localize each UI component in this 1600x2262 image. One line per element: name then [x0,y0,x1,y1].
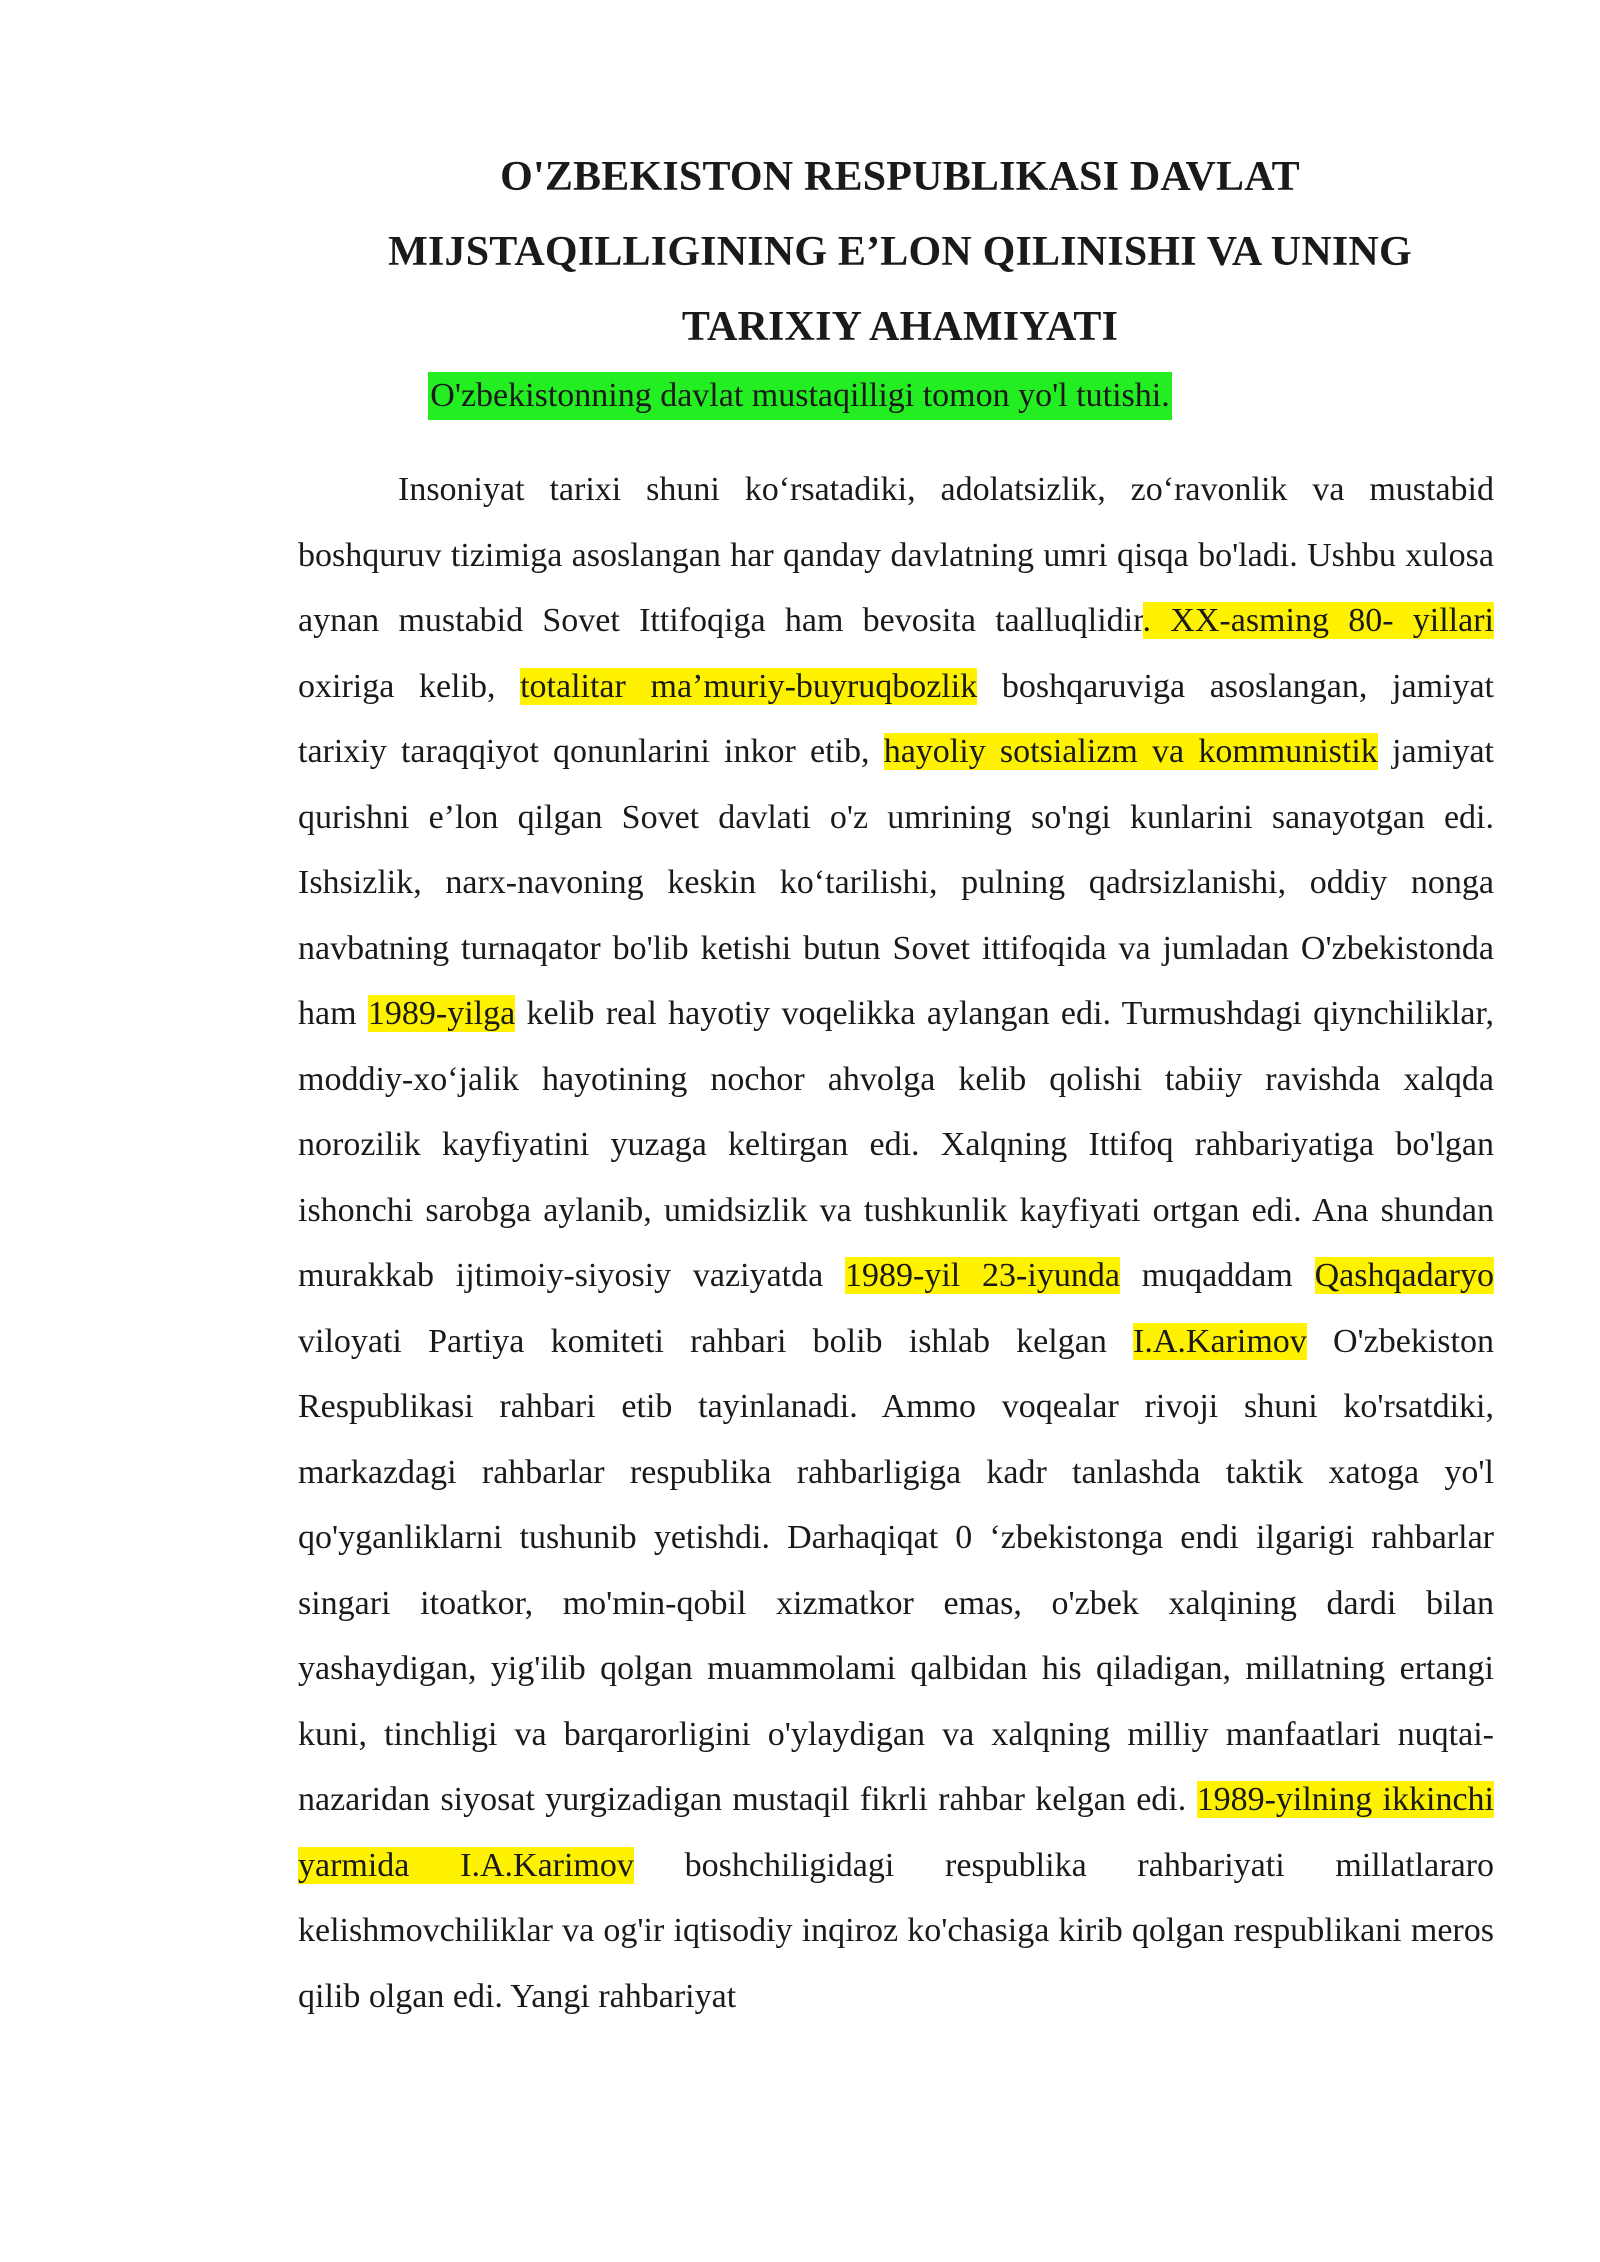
highlighted-text: . XX-asming 80- yillari [1142,602,1494,639]
highlighted-text: hayoliy sotsializm va kommunistik [883,733,1378,770]
highlighted-text: 1989-yilning ikkinchi yarmida I.A.Karimov [298,1781,1494,1884]
body-paragraph [298,457,1494,2029]
text-segment: kelib real hayotiy voqelikka aylangan edi. Turmushdagi qiynchiliklar, moddiy-xo‘jalik hayotining nochor ahvolga kelib qolishi tabiiy ravishda xalqda norozilik kayfiyatini yuzaga keltirgan edi. Xalqning Ittifoq rahbariyatiga bo'lgan ishonchi sarobga aylanib, umidsizlik va tushkunlik kayfiyati ortgan edi. Ana shundan murakkab ijtimoiy-siyosiy vaziyatda [298,995,1494,1294]
highlighted-text: 1989-yilga [367,995,516,1032]
title-line-2: MIJSTAQILLIGINING E’LON QILINISHI VA UNING [388,229,1412,275]
title-line-1: O'ZBEKISTON RESPUBLIKASI DAVLAT [500,154,1300,200]
text-segment: O'zbekiston Respublikasi rahbari etib tayinlanadi. Ammo voqealar rivoji shuni ko'rsatdiki, markazdagi rahbarlar respublika rahbarligiga kadr tanlashda taktik xatoga yo'l qo'yganliklarni tushunib yetishdi. Darhaqiqat 0 ‘zbekistonga endi ilgarigi rahbarlar singari itoatkor, mo'min-qobil xizmatkor emas, o'zbek xalqining dardi bilan yashaydigan, yig'ilib qolgan muammolami qalbidan his qiladigan, millatning ertangi kuni, tinchligi va barqarorligini o'ylaydigan va xalqning milliy manfaatlari nuqtai-nazaridan siyosat yurgizadigan mustaqil fikrli rahbar kelgan edi. [298,1322,1494,1818]
highlighted-text: 1989-yil 23-iyunda [845,1257,1120,1294]
text-segment: boshqaruviga asoslangan, jamiyat tarixiy taraqqiyot qonunlarini inkor etib, [298,667,1494,770]
subtitle-container [0,372,1600,420]
document-title [300,140,1500,365]
text-segment: Insoniyat tarixi shuni ko‘rsatadiki, adolatsizlik, zo‘ravonlik va mustabid boshquruv tizimiga asoslangan har qanday davlatning umri qisqa bo'ladi. Ushbu xulosa aynan mustabid Sovet Ittifoqiga ham bevosita taalluqlidir [298,471,1494,639]
highlighted-text: Qashqadaryo [1314,1257,1495,1294]
text-segment: muqaddam [1119,1257,1315,1294]
text-segment: boshchiligidagi respublika rahbariyati millatlararo kelishmovchiliklar va og'ir iqtisodiy inqiroz ko'chasiga kirib qolgan respublikani meros qilib olgan edi. Yangi rahbariyat [298,1846,1495,2015]
highlighted-text: totalitar ma’muriy-buyruqbozlik [520,667,978,705]
title-line-3: TARIXIY AHAMIYATI [681,304,1119,350]
highlighted-text: I.A.Karimov [1133,1322,1307,1360]
text-segment: viloyati Partiya komiteti rahbari bolib ishlab kelgan [298,1322,1134,1360]
text-segment: oxiriga kelib, [298,667,521,705]
text-segment: jamiyat qurishni e’lon qilgan Sovet davlati o'z umrining so'ngi kunlarini sanayotgan edi. Ishsizlik, narx-navoning keskin ko‘tarilishi, pulning qadrsizlanishi, oddiy nonga navbatning turnaqator bo'lib ketishi butun Sovet ittifoqida va jumladan O'zbekistonda ham [298,733,1495,1032]
section-subtitle: O'zbekistonning davlat mustaqilligi tomon yo'l tutishi. [428,372,1171,420]
